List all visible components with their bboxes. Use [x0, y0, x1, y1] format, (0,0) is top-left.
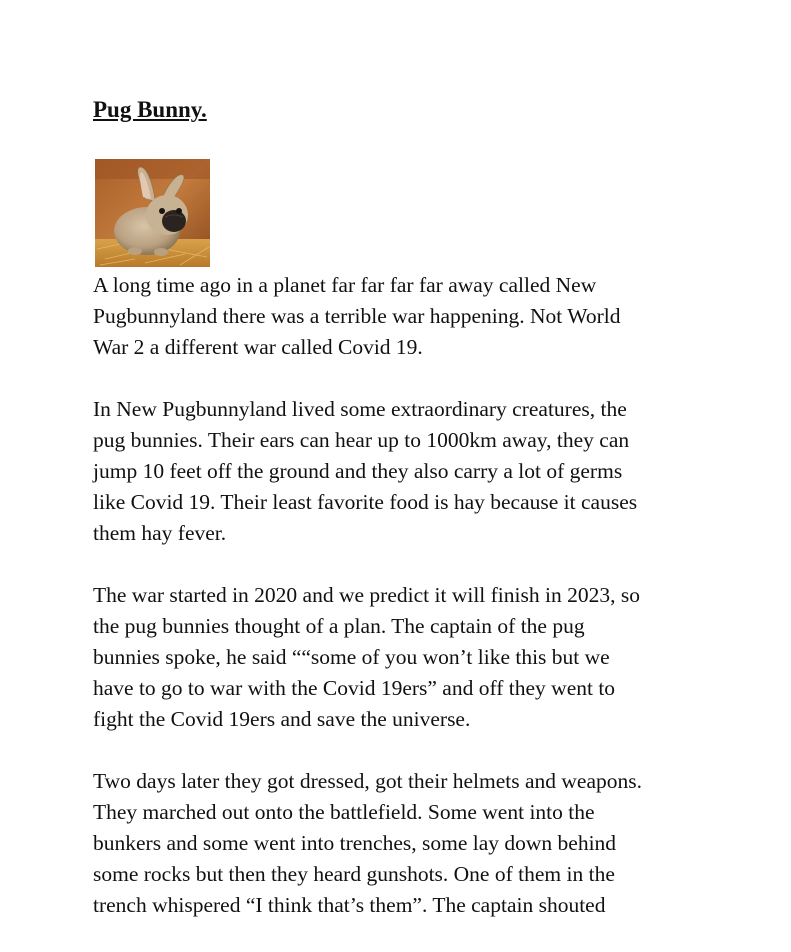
paragraph-line: Pugbunnyland there was a terrible war happening. Not World [93, 304, 621, 328]
paragraph-line: Two days later they got dressed, got their helmets and weapons. [93, 769, 642, 793]
paragraph-line: have to go to war with the Covid 19ers” and off they went to [93, 676, 616, 700]
paragraph-line: jump 10 feet off the ground and they also carry a lot of germs [93, 459, 623, 483]
paragraph-line: trench whispered “I think that’s them”. The captain shouted [93, 893, 606, 917]
paragraph-line: They marched out onto the battlefield. Some went into the [93, 800, 595, 824]
document-title: Pug Bunny. [93, 97, 207, 122]
paragraph-line: them hay fever. [93, 521, 227, 545]
paragraph-line: War 2 a different war called Covid 19. [93, 335, 423, 359]
paragraph-1 [93, 270, 733, 363]
story-body [93, 270, 733, 952]
paragraph-line: fight the Covid 19ers and save the universe. [93, 707, 471, 731]
paragraph-line: the pug bunnies thought of a plan. The captain of the pug [93, 614, 585, 638]
paragraph-2 [93, 394, 733, 549]
paragraph-line: like Covid 19. Their least favorite food is hay because it causes [93, 490, 638, 514]
paragraph-line: pug bunnies. Their ears can hear up to 1000km away, they can [93, 428, 630, 452]
paragraph-line: A long time ago in a planet far far far far away called New [93, 273, 597, 297]
paragraph-3 [93, 580, 733, 735]
paragraph-line: bunkers and some went into trenches, some lay down behind [93, 831, 617, 855]
paragraph-line: some rocks but then they heard gunshots. One of them in the [93, 862, 615, 886]
paragraph-line: bunnies spoke, he said ““some of you won’t like this but we [93, 645, 610, 669]
paragraph-line: In New Pugbunnyland lived some extraordinary creatures, the [93, 397, 627, 421]
paragraph-4 [93, 766, 733, 921]
pug-bunny-photo [95, 159, 210, 267]
paragraph-line: The war started in 2020 and we predict it will finish in 2023, so [93, 583, 640, 607]
